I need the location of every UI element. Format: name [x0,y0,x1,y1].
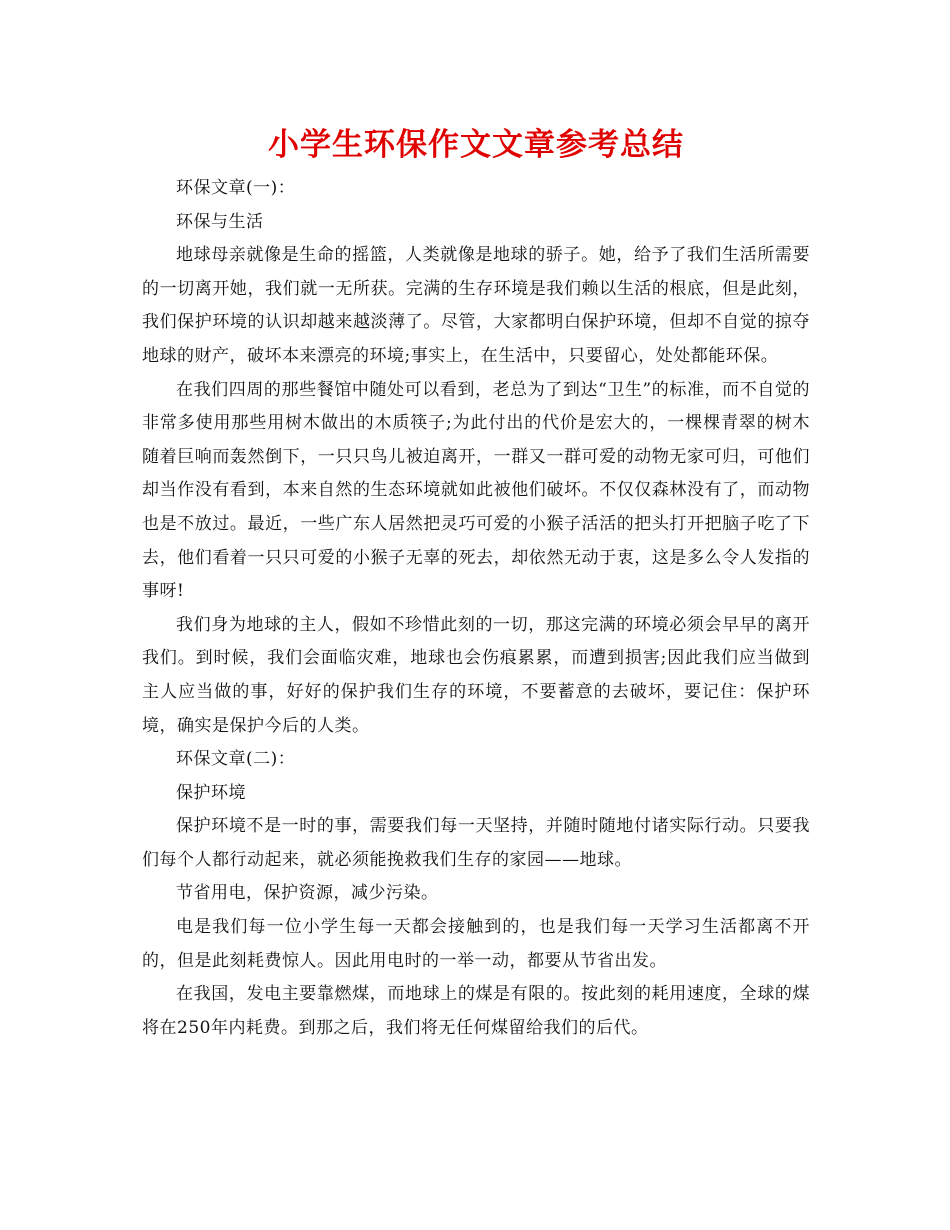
paragraph-body: 保护环境不是一时的事，需要我们每一天坚持，并随时随地付诸实际行动。只要我们每个人都行动起来，就必须能挽救我们生存的家园——地球。 [142,816,810,870]
document-page [142,118,810,1045]
paragraph-body: 节省用电，保护资源，减少污染。 [176,883,439,904]
paragraph-section-2-heading: 环保文章(二)： [176,749,296,770]
paragraph-body: 电是我们每一位小学生每一天都会接触到的，也是我们每一天学习生活都离不开的，但是此刻耗费惊人。因此用电时的一举一动，都要从节省出发。 [142,917,810,971]
document-title: 小学生环保作文文章参考总结 [268,127,684,163]
paragraph-body: 我们身为地球的主人，假如不珍惜此刻的一切，那这完满的环境必须会早早的离开我们。到时候，我们会面临灾难，地球也会伤痕累累，而遭到损害;因此我们应当做到主人应当做的事，好好的保护我们生存的环境，不要蓄意的去破坏，要记住：保护环境，确实是保护今后的人类。 [142,614,810,736]
paragraph-body: 在我国，发电主要靠燃煤，而地球上的煤是有限的。按此刻的耗用速度，全球的煤将在250年内耗费。到那之后，我们将无任何煤留给我们的后代。 [142,984,810,1038]
paragraph-body: 地球母亲就像是生命的摇篮，人类就像是地球的骄子。她，给予了我们生活所需要的一切离开她，我们就一无所获。完满的生存环境是我们赖以生活的根底，但是此刻，我们保护环境的认识却越来越淡薄了。尽管，大家都明白保护环境，但却不自觉的掠夺地球的财产，破坏本来漂亮的环境;事实上，在生活中，只要留心，处处都能环保。 [142,245,810,366]
paragraph-section-1-heading: 环保文章(一)： [176,178,296,198]
paragraph-subtitle-1: 环保与生活 [176,211,264,232]
paragraph-body: 在我们四周的那些餐馆中随处可以看到，老总为了到达“卫生”的标准，而不自觉的非常多使用那些用树木做出的木质筷子;为此付出的代价是宏大的，一棵棵青翠的树木随着巨响而轰然倒下，一只只鸟儿被迫离开，一群又一群可爱的动物无家可归，可他们却当作没有看到，本来自然的生态环境就如此被他们破坏。不仅仅森林没有了，而动物也是不放过。最近，一些广东人居然把灵巧可爱的小猴子活活的把头打开把脑子吃了下去，他们看着一只只可爱的小猴子无辜的死去，却依然无动于衷，这是多么令人发指的事呀! [142,379,810,602]
paragraph-subtitle-2: 保护环境 [176,782,246,803]
